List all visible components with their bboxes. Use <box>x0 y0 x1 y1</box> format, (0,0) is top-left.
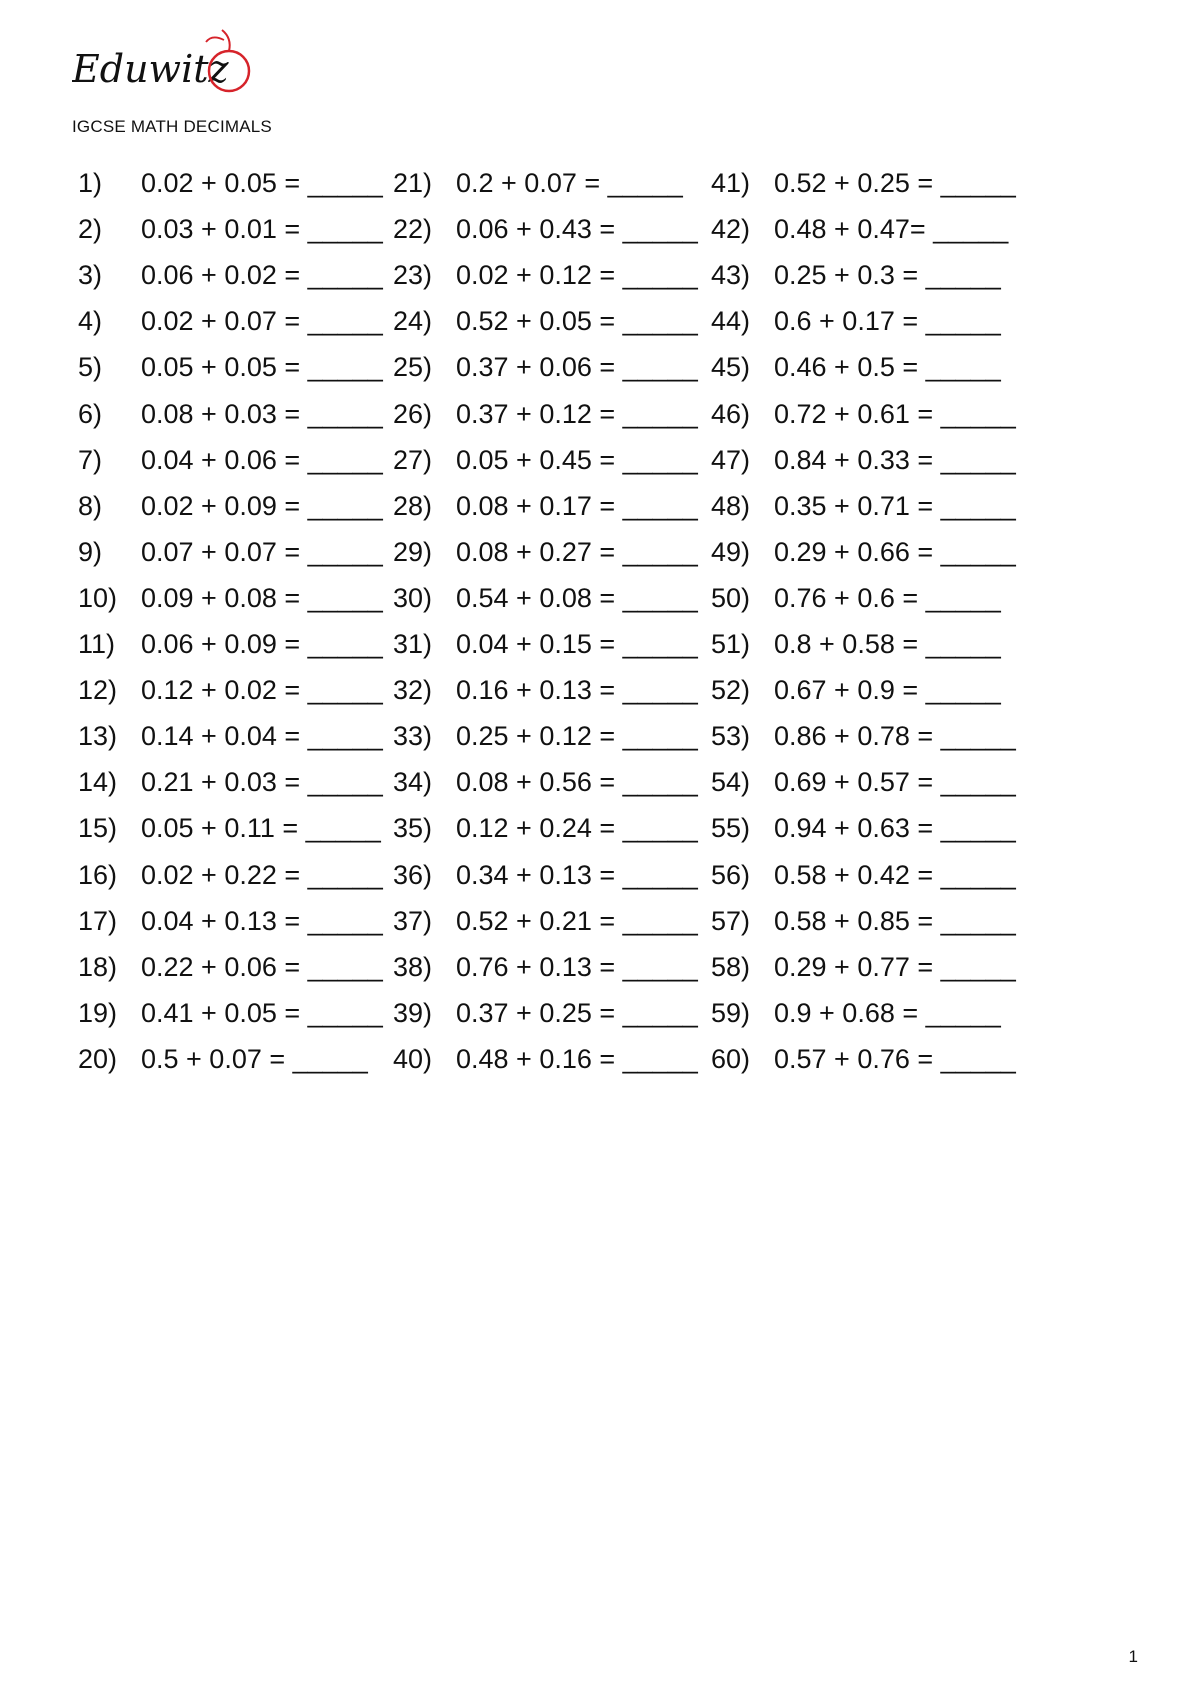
problem-item <box>393 212 698 246</box>
problem-number: 29) <box>393 536 433 567</box>
worksheet-subtitle: IGCSE MATH DECIMALS <box>72 117 272 136</box>
problem-item <box>711 443 1016 477</box>
problem-item <box>711 350 1001 384</box>
problem-number: 37) <box>393 905 433 936</box>
problem-expression: 0.07 + 0.07 = _____ <box>141 536 383 567</box>
problem-item <box>711 535 1016 569</box>
problem-number: 15) <box>78 813 118 844</box>
problem-item <box>711 904 1016 938</box>
problem-number: 40) <box>393 1043 433 1074</box>
page-number: 1 <box>1128 1647 1138 1666</box>
problem-item <box>711 166 1016 200</box>
problem-item <box>711 996 1001 1030</box>
problem-number: 58) <box>711 951 751 982</box>
problem-number: 47) <box>711 444 751 475</box>
problem-number: 55) <box>711 813 751 844</box>
problem-number: 56) <box>711 859 751 890</box>
problem-item <box>78 350 383 384</box>
problem-expression: 0.37 + 0.25 = _____ <box>456 997 698 1028</box>
problem-expression: 0.12 + 0.02 = _____ <box>141 675 383 706</box>
problem-item <box>78 212 383 246</box>
problem-number: 8) <box>78 490 103 521</box>
problem-expression: 0.06 + 0.02 = _____ <box>141 260 383 291</box>
problem-number: 23) <box>393 260 433 291</box>
problem-item <box>78 904 383 938</box>
problem-expression: 0.02 + 0.05 = _____ <box>141 168 383 198</box>
problem-expression: 0.58 + 0.42 = _____ <box>774 859 1016 890</box>
problem-number: 51) <box>711 629 751 659</box>
problem-number: 25) <box>393 352 433 383</box>
problem-item <box>711 212 1008 246</box>
problem-expression: 0.02 + 0.07 = _____ <box>141 306 383 337</box>
problem-number: 41) <box>711 168 751 198</box>
problem-item <box>393 581 698 615</box>
problem-expression: 0.76 + 0.6 = _____ <box>774 582 1001 613</box>
problem-item <box>78 581 383 615</box>
problem-expression: 0.05 + 0.05 = _____ <box>141 352 383 383</box>
problem-expression: 0.04 + 0.15 = _____ <box>456 629 698 659</box>
problem-expression: 0.48 + 0.16 = _____ <box>456 1043 698 1074</box>
problem-expression: 0.37 + 0.12 = _____ <box>456 398 698 429</box>
problem-number: 28) <box>393 490 433 521</box>
problem-expression: 0.14 + 0.04 = _____ <box>141 721 383 752</box>
problem-expression: 0.05 + 0.45 = _____ <box>456 444 698 475</box>
problem-number: 26) <box>393 398 433 429</box>
problem-item <box>711 627 1001 661</box>
problem-number: 18) <box>78 951 118 982</box>
problem-item <box>78 858 383 892</box>
problem-number: 14) <box>78 767 118 798</box>
problem-expression: 0.02 + 0.09 = _____ <box>141 490 383 521</box>
problem-expression: 0.06 + 0.43 = _____ <box>456 214 698 245</box>
problem-expression: 0.37 + 0.06 = _____ <box>456 352 698 383</box>
problem-item <box>393 673 698 707</box>
problem-number: 59) <box>711 997 751 1028</box>
problem-expression: 0.69 + 0.57 = _____ <box>774 767 1016 798</box>
problem-expression: 0.08 + 0.17 = _____ <box>456 490 698 521</box>
problem-item <box>393 443 698 477</box>
problem-expression: 0.86 + 0.78 = _____ <box>774 721 1016 752</box>
problem-item <box>711 397 1016 431</box>
problem-number: 22) <box>393 214 433 245</box>
problem-number: 38) <box>393 951 433 982</box>
problem-expression: 0.8 + 0.58 = _____ <box>774 629 1001 659</box>
problem-number: 49) <box>711 536 751 567</box>
problem-number: 36) <box>393 859 433 890</box>
problem-number: 43) <box>711 260 751 291</box>
problem-expression: 0.29 + 0.77 = _____ <box>774 951 1016 982</box>
problem-expression: 0.04 + 0.13 = _____ <box>141 905 383 936</box>
svg-text:Eduwitz: Eduwitz <box>72 47 229 91</box>
problem-number: 11) <box>78 629 116 659</box>
problem-expression: 0.2 + 0.07 = _____ <box>456 168 683 198</box>
eduwitz-logo <box>72 24 282 104</box>
problem-item <box>393 1042 698 1076</box>
problem-number: 44) <box>711 306 751 337</box>
problem-expression: 0.52 + 0.25 = _____ <box>774 168 1016 198</box>
problem-number: 5) <box>78 352 103 383</box>
problem-item <box>78 627 383 661</box>
problem-item <box>78 166 383 200</box>
problem-item <box>393 350 698 384</box>
problem-item <box>393 719 698 753</box>
problem-item <box>393 950 698 984</box>
problem-number: 19) <box>78 997 118 1028</box>
problem-item <box>711 581 1001 615</box>
problem-number: 10) <box>78 582 118 613</box>
problem-expression: 0.41 + 0.05 = _____ <box>141 997 383 1028</box>
problem-number: 42) <box>711 214 751 245</box>
problem-expression: 0.02 + 0.22 = _____ <box>141 859 383 890</box>
problem-number: 17) <box>78 905 118 936</box>
problem-number: 1) <box>78 168 103 198</box>
problem-item <box>393 996 698 1030</box>
problem-expression: 0.16 + 0.13 = _____ <box>456 675 698 706</box>
problem-item <box>78 304 383 338</box>
problem-item <box>78 489 383 523</box>
problem-number: 57) <box>711 905 751 936</box>
problem-expression: 0.54 + 0.08 = _____ <box>456 582 698 613</box>
problem-item <box>711 258 1001 292</box>
problem-expression: 0.09 + 0.08 = _____ <box>141 582 383 613</box>
problem-number: 20) <box>78 1043 118 1074</box>
problem-item <box>78 397 383 431</box>
problem-number: 53) <box>711 721 751 752</box>
problem-number: 12) <box>78 675 118 706</box>
problem-item <box>393 858 698 892</box>
problem-expression: 0.57 + 0.76 = _____ <box>774 1043 1016 1074</box>
problem-expression: 0.29 + 0.66 = _____ <box>774 536 1016 567</box>
problem-number: 2) <box>78 214 103 245</box>
problem-expression: 0.25 + 0.12 = _____ <box>456 721 698 752</box>
problem-item <box>78 1042 368 1076</box>
problem-item <box>78 811 381 845</box>
problem-item <box>393 489 698 523</box>
problem-expression: 0.48 + 0.47= _____ <box>774 214 1009 245</box>
problem-number: 4) <box>78 306 103 337</box>
problem-item <box>393 258 698 292</box>
problem-number: 16) <box>78 859 118 890</box>
problem-expression: 0.22 + 0.06 = _____ <box>141 951 383 982</box>
problem-item <box>711 673 1001 707</box>
problem-number: 48) <box>711 490 751 521</box>
problem-item <box>78 719 383 753</box>
problem-expression: 0.84 + 0.33 = _____ <box>774 444 1016 475</box>
problem-item <box>711 950 1016 984</box>
problem-item <box>393 166 683 200</box>
problem-expression: 0.34 + 0.13 = _____ <box>456 859 698 890</box>
problem-item <box>393 811 698 845</box>
problem-item <box>711 811 1016 845</box>
problem-expression: 0.08 + 0.27 = _____ <box>456 536 698 567</box>
problem-number: 13) <box>78 721 118 752</box>
problem-item <box>711 304 1001 338</box>
problem-expression: 0.35 + 0.71 = _____ <box>774 490 1016 521</box>
problem-expression: 0.9 + 0.68 = _____ <box>774 997 1001 1028</box>
problem-expression: 0.52 + 0.21 = _____ <box>456 905 698 936</box>
problem-number: 21) <box>393 168 433 198</box>
problem-item <box>393 535 698 569</box>
problem-item <box>711 858 1016 892</box>
problem-number: 30) <box>393 582 433 613</box>
apple-icon <box>72 24 282 104</box>
problem-number: 50) <box>711 582 751 613</box>
problem-item <box>393 627 698 661</box>
problem-number: 34) <box>393 767 433 798</box>
problem-expression: 0.21 + 0.03 = _____ <box>141 767 383 798</box>
problem-expression: 0.58 + 0.85 = _____ <box>774 905 1016 936</box>
problem-expression: 0.12 + 0.24 = _____ <box>456 813 698 844</box>
problem-expression: 0.04 + 0.06 = _____ <box>141 444 383 475</box>
problem-item <box>711 489 1016 523</box>
problem-number: 31) <box>393 629 433 659</box>
problem-expression: 0.52 + 0.05 = _____ <box>456 306 698 337</box>
problem-number: 3) <box>78 260 103 291</box>
problem-item <box>78 258 383 292</box>
problem-number: 9) <box>78 536 103 567</box>
problem-number: 60) <box>711 1043 751 1074</box>
problem-item <box>78 535 383 569</box>
problem-number: 35) <box>393 813 433 844</box>
problem-item <box>711 1042 1016 1076</box>
problem-number: 52) <box>711 675 751 706</box>
problem-item <box>711 719 1016 753</box>
problem-number: 46) <box>711 398 751 429</box>
problem-item <box>393 397 698 431</box>
problem-expression: 0.94 + 0.63 = _____ <box>774 813 1016 844</box>
problem-number: 24) <box>393 306 433 337</box>
problem-expression: 0.6 + 0.17 = _____ <box>774 306 1001 337</box>
problem-item <box>711 765 1016 799</box>
problem-expression: 0.05 + 0.11 = _____ <box>141 813 381 844</box>
problem-number: 27) <box>393 444 433 475</box>
problem-item <box>393 904 698 938</box>
problem-expression: 0.08 + 0.56 = _____ <box>456 767 698 798</box>
problem-item <box>78 950 383 984</box>
problem-number: 54) <box>711 767 751 798</box>
problem-expression: 0.03 + 0.01 = _____ <box>141 214 383 245</box>
problem-number: 33) <box>393 721 433 752</box>
problem-expression: 0.25 + 0.3 = _____ <box>774 260 1001 291</box>
problem-expression: 0.46 + 0.5 = _____ <box>774 352 1001 383</box>
problem-item <box>78 443 383 477</box>
problem-item <box>78 765 383 799</box>
problem-number: 7) <box>78 444 103 475</box>
problem-number: 6) <box>78 398 103 429</box>
problem-expression: 0.67 + 0.9 = _____ <box>774 675 1001 706</box>
problem-number: 45) <box>711 352 751 383</box>
problem-number: 39) <box>393 997 433 1028</box>
problem-item <box>78 996 383 1030</box>
problem-expression: 0.76 + 0.13 = _____ <box>456 951 698 982</box>
problem-expression: 0.72 + 0.61 = _____ <box>774 398 1016 429</box>
problem-expression: 0.02 + 0.12 = _____ <box>456 260 698 291</box>
problem-item <box>78 673 383 707</box>
problem-expression: 0.06 + 0.09 = _____ <box>141 629 383 659</box>
problem-expression: 0.08 + 0.03 = _____ <box>141 398 383 429</box>
problem-expression: 0.5 + 0.07 = _____ <box>141 1043 368 1074</box>
problem-item <box>393 765 698 799</box>
problem-item <box>393 304 698 338</box>
problem-number: 32) <box>393 675 433 706</box>
